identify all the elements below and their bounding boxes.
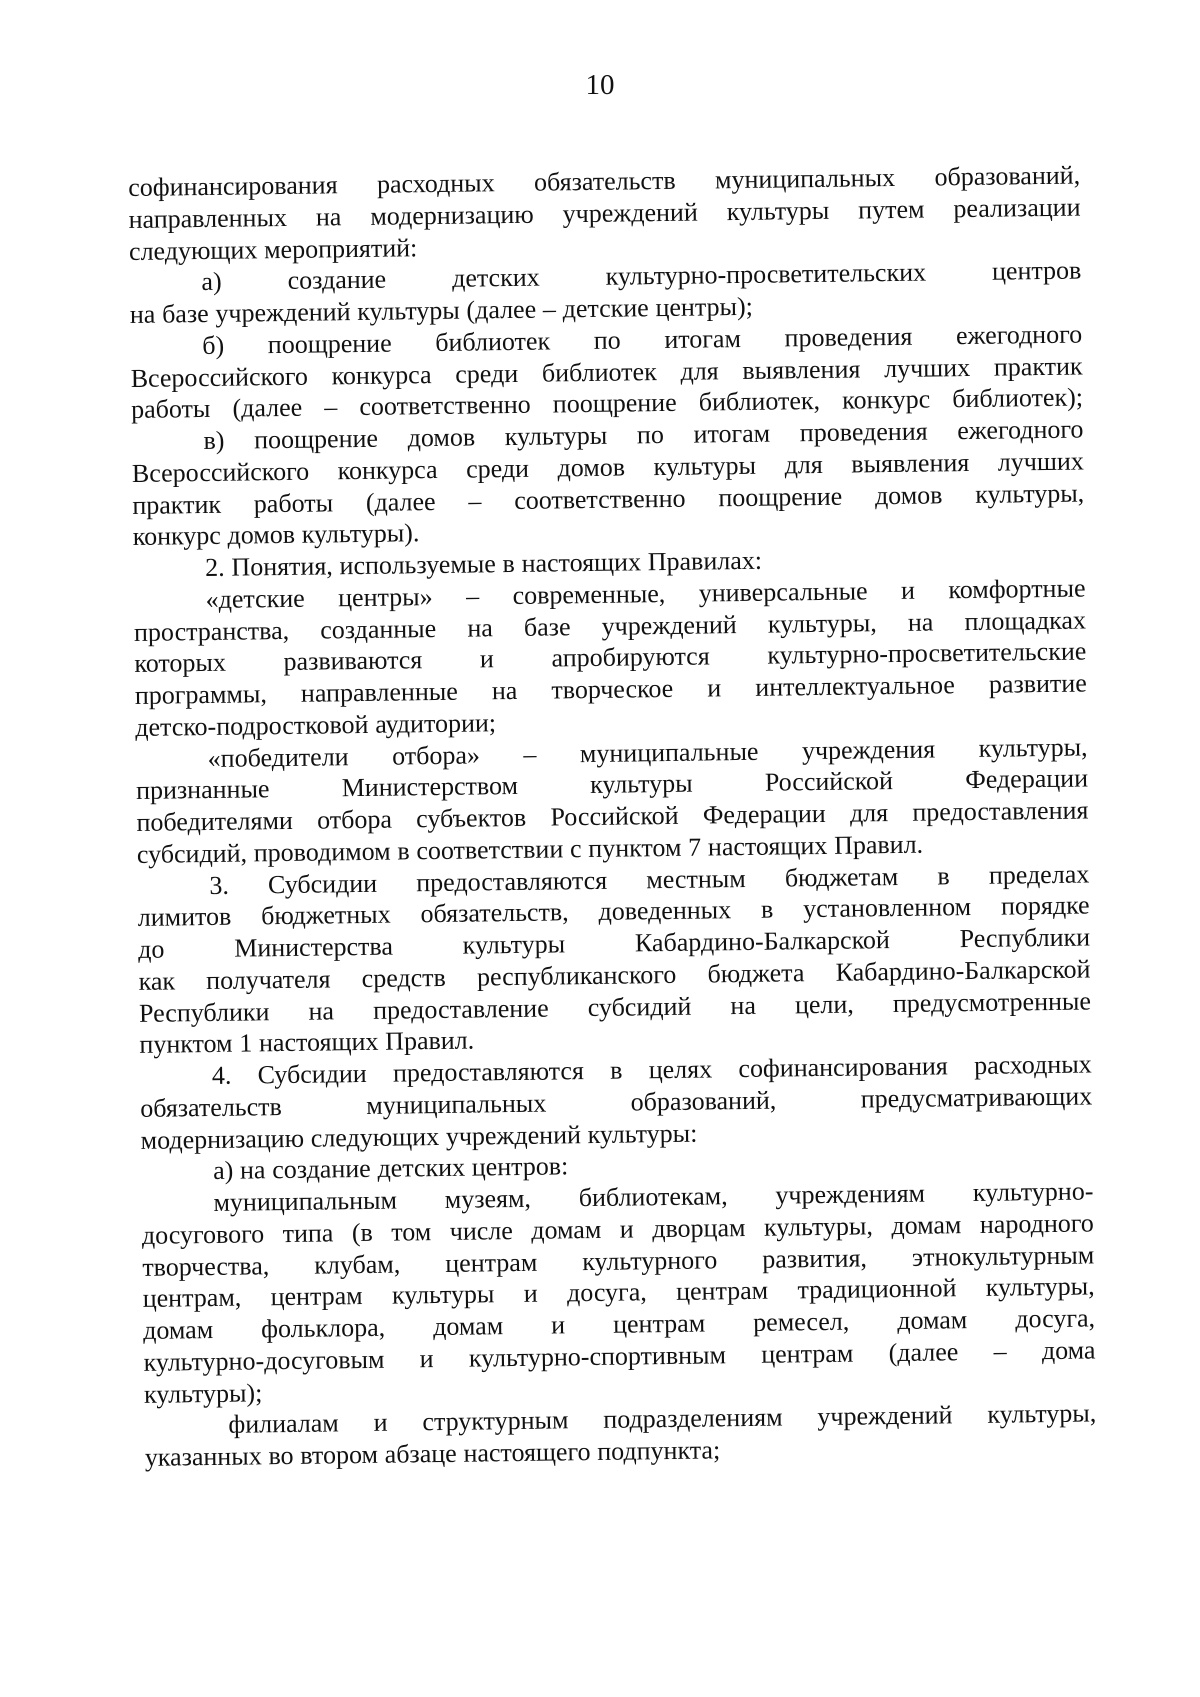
text-word: на xyxy=(129,299,156,329)
text-word: культуры xyxy=(391,1279,495,1310)
text-word: создание xyxy=(287,264,387,296)
text-word: предоставляются xyxy=(392,1056,585,1088)
text-word: культуры, xyxy=(975,478,1085,509)
text-word: творческое xyxy=(551,673,674,705)
text-word: в xyxy=(760,894,774,925)
text-word: Министерства xyxy=(234,931,394,963)
text-word: конкурса xyxy=(331,359,432,390)
text-word: обязательств, xyxy=(420,897,569,929)
text-word: домов xyxy=(407,422,476,453)
text-word: культуры, xyxy=(987,1398,1097,1430)
text-word: конкурс xyxy=(132,521,221,552)
text-word: расходных xyxy=(376,168,495,199)
text-word: б) xyxy=(202,330,225,360)
text-word: досуга, xyxy=(566,1277,647,1308)
text-word: Республики xyxy=(959,922,1091,954)
text-word: – xyxy=(468,485,482,516)
text-word: поощрение xyxy=(253,423,379,455)
text-word: лучших xyxy=(883,352,971,383)
text-word: средств xyxy=(361,962,447,993)
text-word: учреждений xyxy=(601,609,737,641)
text-word: Кабардино-Балкарской xyxy=(835,954,1091,987)
text-word: развиваются xyxy=(283,645,423,677)
text-word: 7 xyxy=(687,832,702,862)
text-word: учреждения xyxy=(801,733,936,765)
text-word: среди xyxy=(465,453,530,484)
text-word: настоящих xyxy=(258,1027,379,1058)
text-word: этнокультурным xyxy=(911,1239,1095,1272)
text-word: во xyxy=(268,1440,294,1471)
text-word: культуры xyxy=(357,295,460,327)
text-word: Субсидии xyxy=(257,1058,367,1090)
text-word: культурного xyxy=(582,1244,718,1276)
text-word: направленные xyxy=(300,676,458,708)
text-word: современные, xyxy=(512,578,666,610)
page-number: 10 xyxy=(585,69,615,101)
text-word: расходных xyxy=(973,1049,1092,1081)
text-word: (далее xyxy=(888,1336,959,1367)
text-word: проведения xyxy=(784,321,913,353)
text-word: и xyxy=(523,1278,538,1309)
text-word: развития, xyxy=(762,1242,868,1274)
text-word: субсидий xyxy=(587,991,692,1022)
text-word: на xyxy=(467,612,493,643)
text-word: настоящих xyxy=(521,547,642,578)
text-word: культуры xyxy=(589,768,693,800)
text-word: «детские xyxy=(205,583,305,614)
text-word: развитие xyxy=(988,668,1087,699)
text-word: модернизацию xyxy=(370,199,534,231)
text-word: выявления xyxy=(851,447,970,479)
text-word: обязательств xyxy=(140,1091,283,1123)
text-word: Всероссийского xyxy=(131,456,310,488)
text-word: культурно-просветительских xyxy=(605,257,927,292)
text-word: культуры, xyxy=(763,1211,874,1242)
text-word: программы, xyxy=(134,679,268,710)
text-word: предусматривающих xyxy=(860,1081,1093,1114)
text-word: Правил. xyxy=(384,1025,475,1056)
text-word: культурно-досуговым xyxy=(143,1344,385,1377)
text-word: домов xyxy=(227,520,296,550)
text-word: Кабардино-Балкарской xyxy=(634,925,891,958)
text-word: настоящего xyxy=(463,1437,591,1468)
text-word: настоящих xyxy=(707,830,828,862)
text-word: базе xyxy=(523,611,571,642)
text-word: предоставления xyxy=(912,795,1089,827)
text-word: культуры); xyxy=(143,1377,263,1409)
text-word: центрам xyxy=(270,1281,363,1312)
text-word: до xyxy=(137,934,165,964)
text-word: библиотек xyxy=(541,356,657,388)
text-word: обязательств xyxy=(533,165,676,197)
text-word: ежегодного xyxy=(955,319,1083,350)
text-word: Всероссийского xyxy=(130,361,309,393)
text-word: бюджета xyxy=(707,957,805,989)
text-word: учреждений xyxy=(562,197,698,229)
text-word: получателя xyxy=(205,964,331,995)
text-word: поощрение xyxy=(552,388,677,419)
text-word: дома xyxy=(1041,1335,1096,1365)
text-word: том xyxy=(391,1216,432,1247)
text-word: традиционной xyxy=(797,1273,957,1305)
text-word: учреждений xyxy=(817,1400,953,1432)
text-word: культуры: xyxy=(587,1118,698,1149)
text-word: – xyxy=(465,581,480,611)
text-word: втором xyxy=(300,1439,379,1470)
text-word: муниципальным xyxy=(213,1185,398,1217)
text-word: местным xyxy=(646,863,746,894)
text-word: фольклора, xyxy=(260,1312,386,1344)
text-word: в xyxy=(397,836,410,866)
text-word: конкурса xyxy=(337,454,438,486)
text-word: по xyxy=(636,420,665,450)
text-word: учреждений xyxy=(215,297,351,328)
text-word: Понятия, xyxy=(231,551,334,582)
text-word: на xyxy=(730,990,757,1020)
text-word: центрам xyxy=(445,1247,538,1278)
text-word: Правил. xyxy=(833,829,924,860)
text-word: (далее xyxy=(232,392,303,423)
text-word: аудитории; xyxy=(375,707,497,739)
text-word: в) xyxy=(203,425,225,456)
text-word: работы xyxy=(130,394,211,425)
text-word: центрам, xyxy=(142,1282,242,1314)
text-word: клубам, xyxy=(314,1249,401,1280)
text-word: культурно-просветительские xyxy=(767,636,1087,670)
text-word: библиотек); xyxy=(952,382,1084,414)
text-word: и xyxy=(551,1310,566,1340)
text-word: проводимом xyxy=(253,836,391,868)
text-word: домам xyxy=(531,1214,602,1245)
text-word: домам xyxy=(891,1209,962,1240)
text-word: в xyxy=(937,860,950,890)
text-word: Федерации xyxy=(702,798,826,830)
text-word: пунктом xyxy=(139,1028,233,1060)
text-word: Российской xyxy=(550,800,679,832)
text-word: 1 xyxy=(239,1028,253,1058)
text-word: субъектов xyxy=(416,802,527,834)
text-word: универсальные xyxy=(698,576,868,608)
text-word: доведенных xyxy=(598,895,732,927)
text-word: соответственно xyxy=(514,483,686,515)
text-word: домам xyxy=(897,1305,968,1336)
text-word: конкурс xyxy=(841,384,931,415)
text-word: путем xyxy=(857,194,925,225)
text-word: досуга, xyxy=(1015,1303,1096,1334)
text-word: направленных xyxy=(128,202,288,234)
text-word: (далее xyxy=(466,294,537,325)
text-word: апробируются xyxy=(551,641,710,673)
text-word: – xyxy=(993,1336,1007,1366)
text-word: (далее xyxy=(365,486,436,517)
text-word: и xyxy=(373,1407,388,1438)
text-word: лимитов xyxy=(137,901,232,933)
text-word: и xyxy=(619,1214,634,1244)
text-word: на xyxy=(239,1155,266,1185)
text-word: муниципальных xyxy=(366,1088,547,1120)
text-word: цели, xyxy=(794,989,854,1019)
text-word: бюджетам xyxy=(784,861,899,892)
text-word: установленном xyxy=(802,892,972,924)
text-word: следующих xyxy=(310,1121,440,1153)
text-word: по xyxy=(593,325,621,355)
text-word: субсидий, xyxy=(136,838,248,869)
text-word: используемые xyxy=(339,549,496,581)
text-word: домам xyxy=(142,1314,214,1345)
text-word: проведения xyxy=(799,416,928,448)
text-word: детско-подростковой xyxy=(135,709,369,742)
text-word: подпункта; xyxy=(597,1435,721,1466)
text-word: культуры xyxy=(504,420,608,452)
text-word: для xyxy=(849,798,889,828)
text-word: интеллектуальное xyxy=(755,670,956,702)
text-word: следующих xyxy=(128,234,258,266)
text-word: порядке xyxy=(1000,890,1090,921)
text-word: и xyxy=(900,575,916,605)
text-word: практик xyxy=(993,351,1083,382)
text-word: базе xyxy=(161,298,209,329)
text-word: центры); xyxy=(655,291,754,323)
text-word: домам xyxy=(432,1311,504,1342)
document-body xyxy=(128,160,1097,1474)
text-word: муниципальных xyxy=(714,162,896,195)
text-word: муниципальные xyxy=(579,736,759,768)
text-word: модернизацию xyxy=(140,1123,305,1155)
text-word: образований, xyxy=(934,160,1081,192)
text-word: числе xyxy=(449,1215,513,1246)
text-word: как xyxy=(138,966,176,996)
text-word: с xyxy=(569,833,582,864)
text-word: практик xyxy=(132,489,222,520)
text-word: детских xyxy=(377,1152,466,1184)
text-word: пространства, xyxy=(133,615,290,647)
text-word: культуры xyxy=(653,450,757,481)
text-word: Республики xyxy=(138,996,270,1028)
text-word: детских xyxy=(451,262,540,294)
text-word: центров: xyxy=(471,1151,569,1182)
text-word: и xyxy=(707,673,722,703)
text-word: предоставляются xyxy=(416,865,608,897)
text-word: – xyxy=(542,294,557,324)
text-word: комфортные xyxy=(948,573,1086,605)
text-word: библиотек, xyxy=(698,386,821,417)
text-word: лучших xyxy=(997,446,1084,477)
text-word: домов xyxy=(557,452,626,483)
text-word: культуры xyxy=(726,195,830,226)
text-word: дворцам xyxy=(652,1212,746,1243)
text-word: типа xyxy=(282,1218,334,1248)
text-word: итогам xyxy=(664,323,742,354)
text-word: Федерации xyxy=(965,763,1089,795)
text-word: библиотек xyxy=(435,326,551,357)
text-word: площадках xyxy=(964,605,1087,636)
text-word: культуры). xyxy=(301,518,420,550)
text-word: а) xyxy=(201,267,222,297)
text-word: на xyxy=(491,675,518,706)
text-word: отбора xyxy=(316,804,393,835)
text-word: создание xyxy=(272,1154,371,1185)
text-word: софинансирования xyxy=(738,1051,948,1084)
text-word: культуры, xyxy=(978,731,1088,763)
text-word: предоставление xyxy=(372,993,549,1025)
text-word: Правилах: xyxy=(647,545,763,577)
text-word: софинансирования xyxy=(128,170,338,202)
text-word: поощрение xyxy=(267,328,392,359)
text-word: на xyxy=(907,606,934,637)
text-word: выявления xyxy=(742,353,861,385)
text-word: целях xyxy=(648,1054,713,1085)
text-word: пунктом xyxy=(588,832,682,863)
text-word: библиотекам, xyxy=(578,1181,728,1213)
text-word: народного xyxy=(979,1208,1094,1239)
text-word: Министерством xyxy=(341,771,519,803)
text-word: творчества, xyxy=(142,1250,270,1282)
text-word: культуры, xyxy=(985,1271,1095,1303)
text-word: учреждений xyxy=(445,1119,582,1151)
text-word: Российской xyxy=(764,766,894,797)
text-word: культурно- xyxy=(972,1176,1094,1208)
text-word: ежегодного xyxy=(957,414,1084,446)
text-word: соответственно xyxy=(359,389,531,422)
text-word: структурным xyxy=(422,1405,569,1437)
text-word: образований, xyxy=(630,1085,777,1117)
text-word: домов xyxy=(874,479,943,510)
text-word: работы xyxy=(253,487,334,518)
text-word: – xyxy=(324,392,338,422)
text-word: филиалам xyxy=(228,1408,339,1440)
text-word: реализации xyxy=(953,192,1081,223)
text-word: (в xyxy=(351,1217,373,1247)
text-word: досугового xyxy=(141,1219,265,1250)
text-word: центрам xyxy=(761,1338,854,1369)
text-word: созданные xyxy=(320,613,437,645)
text-word: ремесел, xyxy=(752,1306,850,1337)
text-word: республиканского xyxy=(476,959,677,992)
text-word: среди xyxy=(455,358,519,389)
text-word: 4. xyxy=(211,1060,232,1090)
text-word: Субсидии xyxy=(267,868,378,899)
text-word: итогам xyxy=(693,418,771,449)
text-word: отбора» xyxy=(391,739,481,771)
text-word: подразделениям xyxy=(603,1402,783,1435)
text-word: в xyxy=(502,548,516,579)
text-word: соответствии xyxy=(416,834,564,866)
text-word: бюджетных xyxy=(261,899,391,931)
text-word: победителями xyxy=(136,805,294,837)
text-word: 3. xyxy=(209,870,230,900)
text-word: и xyxy=(419,1343,434,1374)
text-word: пределах xyxy=(988,858,1090,890)
text-word: абзаце xyxy=(384,1438,457,1469)
text-word: поощрение xyxy=(718,481,843,512)
text-word: 2. xyxy=(204,552,225,583)
text-word: центры» xyxy=(337,581,433,613)
text-word: культуры, xyxy=(767,607,877,639)
text-word: предусмотренные xyxy=(892,985,1092,1018)
text-word: культуры xyxy=(462,929,566,960)
text-word: указанных xyxy=(144,1441,262,1472)
text-word: в xyxy=(609,1055,623,1085)
text-word: которых xyxy=(134,648,227,679)
text-word: на xyxy=(308,995,335,1026)
text-word: музеям, xyxy=(444,1183,532,1214)
text-word: признанные xyxy=(135,774,270,806)
text-word: центрам xyxy=(675,1275,769,1307)
text-word: центров xyxy=(991,255,1082,286)
text-word: детские xyxy=(562,293,649,324)
text-word: учреждениям xyxy=(775,1178,926,1210)
text-word: «победители xyxy=(207,741,349,773)
text-word: мероприятий: xyxy=(263,232,418,264)
text-word: для xyxy=(680,355,719,386)
text-word: центрам xyxy=(612,1308,706,1339)
text-word: и xyxy=(479,644,495,674)
text-word: культурно-спортивным xyxy=(468,1340,727,1373)
text-word: а) xyxy=(212,1155,234,1186)
text-word: – xyxy=(523,739,537,769)
text-word: на xyxy=(315,201,342,232)
text-word: для xyxy=(784,449,823,480)
